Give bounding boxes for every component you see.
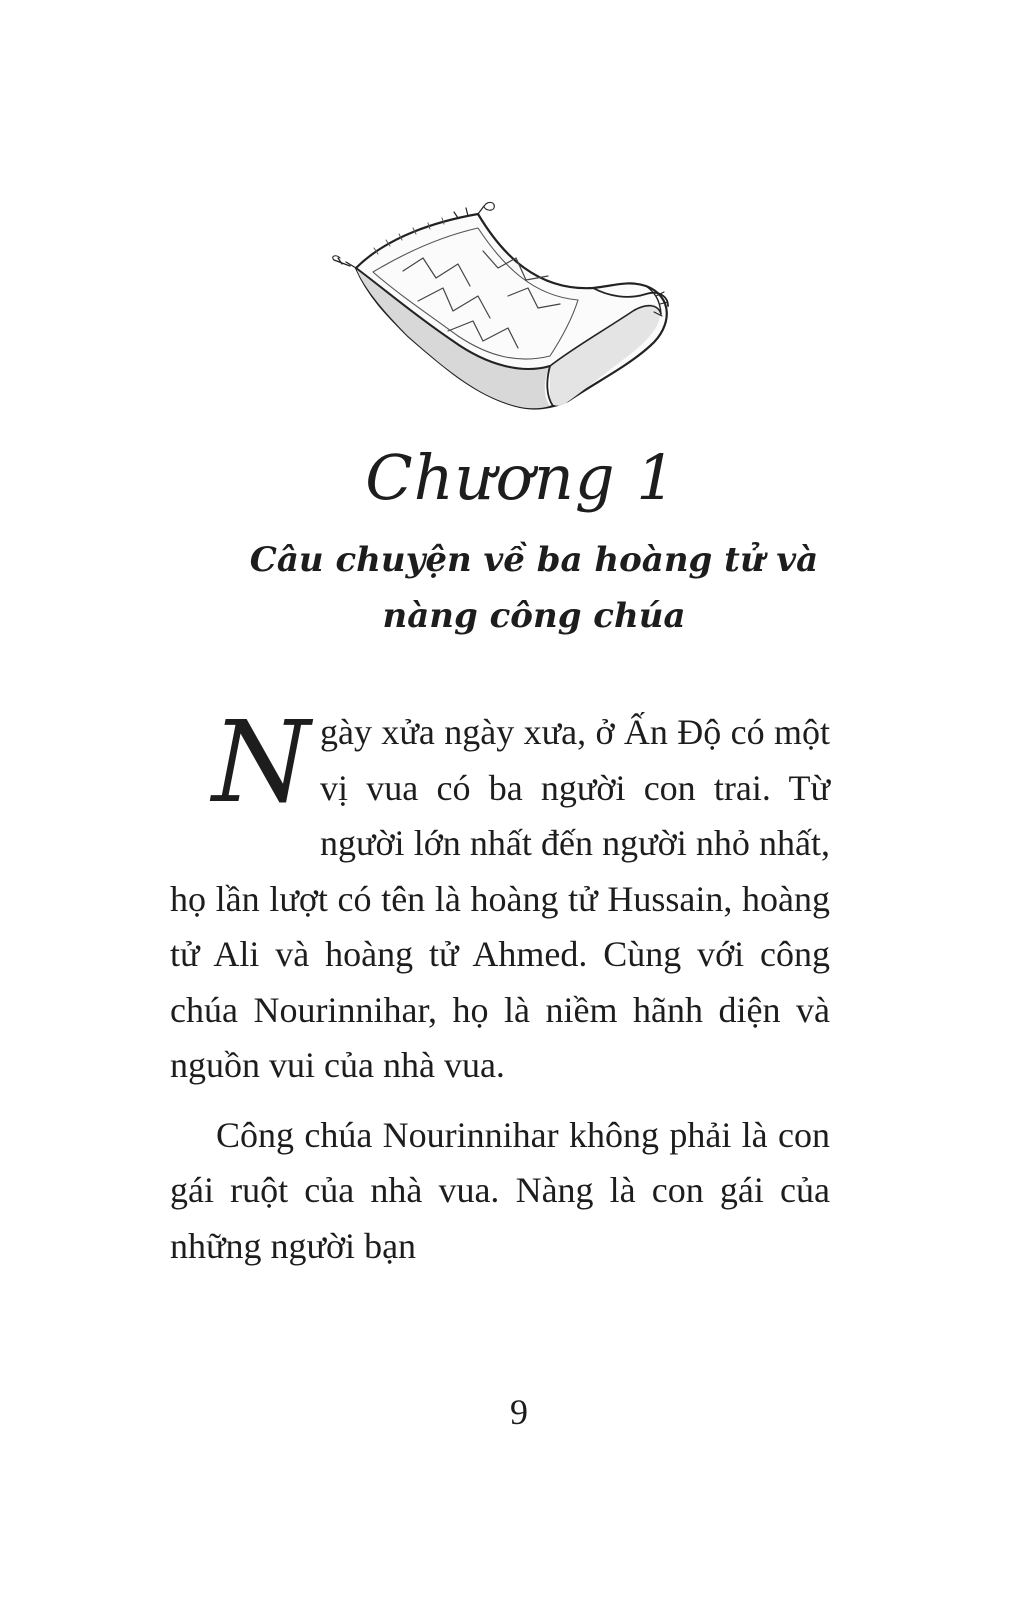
flying-carpet-illustration [328, 196, 678, 421]
paragraph-2: Công chúa Nourinnihar không phải là con gái ruột của nhà vua. Nàng là con gái của những người bạn [170, 1114, 830, 1266]
chapter-subtitle: Câu chuyện về ba hoàng tử và nàng công chúa [249, 540, 819, 636]
paragraph-1 [170, 698, 830, 1094]
body-text [170, 698, 830, 1274]
paragraph-1-text: gày xửa ngày xưa, ở Ấn Độ có một vị vua có ba người con trai. Từ người lớn nhất đến người nhỏ nhất, họ lần lượt có tên là hoàng tử Hussain, hoàng tử Ali và hoàng tử Ahmed. Cùng với công chúa Nourinnihar, họ là niềm hãnh diện và nguồn vui của nhà vua. [170, 712, 830, 1085]
drop-cap: N [212, 698, 310, 828]
chapter-title: Chương 1 [365, 441, 677, 514]
page-number: 9 [510, 1392, 528, 1432]
